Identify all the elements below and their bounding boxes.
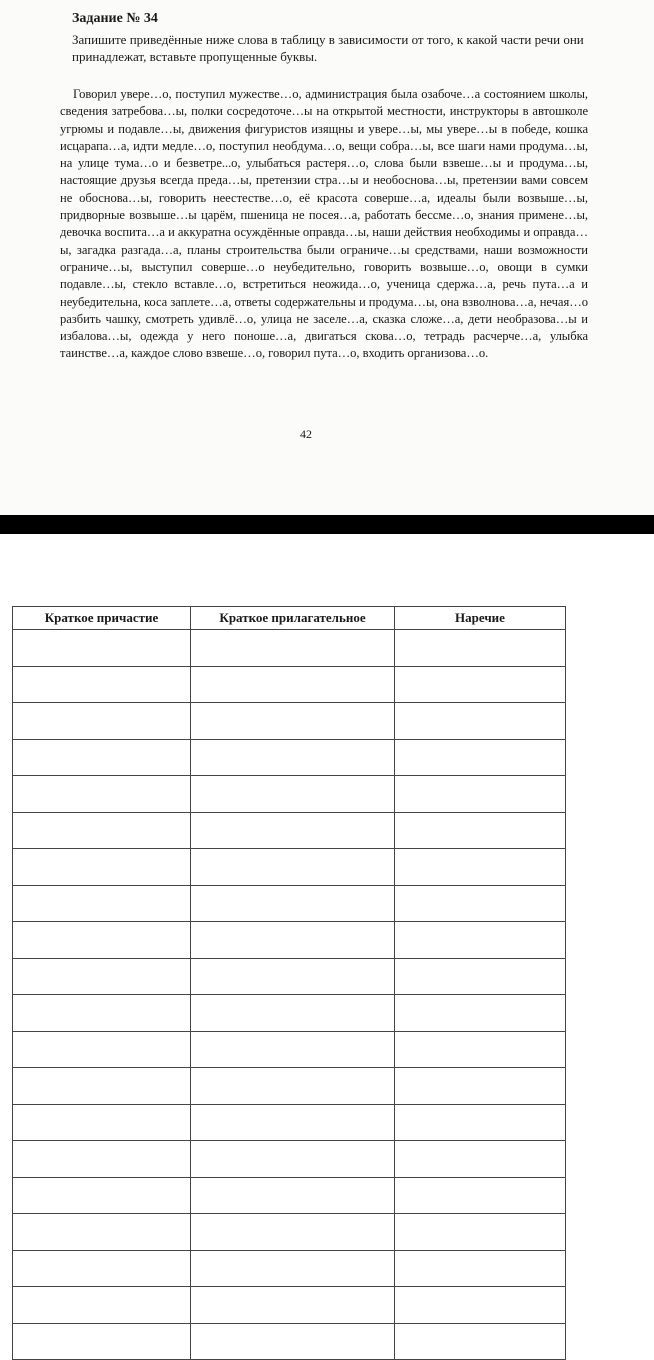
answer-cell[interactable]	[191, 849, 395, 886]
answer-cell[interactable]	[13, 958, 191, 995]
header-short-participle: Краткое причастие	[13, 607, 191, 630]
table-row	[13, 1177, 566, 1214]
answer-cell[interactable]	[191, 812, 395, 849]
answer-cell[interactable]	[13, 1141, 191, 1178]
answer-cell[interactable]	[13, 1104, 191, 1141]
answer-cell[interactable]	[395, 1287, 566, 1324]
table-row	[13, 1141, 566, 1178]
answer-cell[interactable]	[395, 1214, 566, 1251]
answer-cell[interactable]	[13, 885, 191, 922]
answer-cell[interactable]	[191, 1214, 395, 1251]
answer-table	[12, 606, 566, 1360]
table-row	[13, 958, 566, 995]
answer-cell[interactable]	[13, 922, 191, 959]
answer-cell[interactable]	[191, 1287, 395, 1324]
answer-cell[interactable]	[191, 885, 395, 922]
table-row	[13, 885, 566, 922]
answer-cell[interactable]	[191, 1068, 395, 1105]
answer-cell[interactable]	[395, 849, 566, 886]
answer-cell[interactable]	[191, 995, 395, 1032]
answer-cell[interactable]	[191, 666, 395, 703]
answer-cell[interactable]	[13, 776, 191, 813]
table-row	[13, 776, 566, 813]
table-row	[13, 739, 566, 776]
answer-cell[interactable]	[13, 1287, 191, 1324]
answer-cell[interactable]	[395, 630, 566, 667]
answer-cell[interactable]	[191, 1250, 395, 1287]
table-row	[13, 812, 566, 849]
answer-cell[interactable]	[191, 958, 395, 995]
answer-cell[interactable]	[395, 703, 566, 740]
task-passage: Говорил увере…о, поступил мужестве…о, администрация была озабоче…а состоянием школы, сведения затребова…ы, полки сосредоточе…ы на открытой местности, инструкторы в автошколе угрюмы и подавле…ы, движения фигуристов изящны и увере…ы, мы увере…ы в победе, кошка исцарапа…а, идти медле…о, поступил необдума…о, вещи собра…ы, все шаги нами продума…ы, на улице тума…о и безветре...о, улыбаться растеря…о, слова были взвеше…ы и продума…ы, настоящие друзья всегда преда…ы, претензии стра…ы и необоснова…ы, претензии вами совсем не обоснова…ы, говорить неестестве…о, её красота соверше…а, идеалы были возвыше…ы, придворные возвыше…ы царём, пшеница не посея…а, работать бессме…о, знания примене…ы, девочка воспита…а и аккуратна осуждённые оправда…ы, наши действия необходимы и оправда…ы, загадка разгада…а, планы строительства были ограниче…ы средствами, наши возможности ограниче…ы, выступил соверше…о неубедительно, говорить возвыше…о, овощи в сумки подавле…ы, стекло вставле…о, встретиться неожида…о, ученица сдержа…а, речь пута…а и неубедительна, коса заплете…а, ответы содержательны и продума…ы, она взволнова…а, нечая…о разбить чашку, смотреть удивлё…о, улица не заселе…а, сказка сложе…а, дети необразова…ы и избалова…ы, одежда у него поноше…а, двигаться скова…о, тетрадь расчерче…а, улыбка таинстве…а, каждое слово взвеше…о, говорил пута…о, входить организова…о.	[60, 87, 588, 361]
answer-cell[interactable]	[395, 1141, 566, 1178]
answer-cell[interactable]	[13, 630, 191, 667]
table-row	[13, 1031, 566, 1068]
answer-cell[interactable]	[191, 776, 395, 813]
answer-cell[interactable]	[191, 1141, 395, 1178]
answer-cell[interactable]	[13, 849, 191, 886]
answer-cell[interactable]	[13, 1323, 191, 1360]
table-row	[13, 849, 566, 886]
table-row	[13, 1250, 566, 1287]
table-row	[13, 1068, 566, 1105]
answer-cell[interactable]	[191, 1031, 395, 1068]
table-row	[13, 1214, 566, 1251]
answer-cell[interactable]	[395, 1031, 566, 1068]
table-row	[13, 922, 566, 959]
answer-cell[interactable]	[13, 1068, 191, 1105]
header-short-adjective: Краткое прилагательное	[191, 607, 395, 630]
answer-cell[interactable]	[13, 703, 191, 740]
textbook-page	[0, 0, 654, 515]
task-instruction: Запишите приведённые ниже слова в таблицу в зависимости от того, к какой части речи они принадлежат, вставьте пропущенные буквы.	[72, 32, 584, 64]
answer-cell[interactable]	[13, 812, 191, 849]
task-title: Задание № 34	[72, 11, 158, 26]
answer-cell[interactable]	[395, 1250, 566, 1287]
answer-cell[interactable]	[13, 1177, 191, 1214]
answer-cell[interactable]	[13, 739, 191, 776]
answer-cell[interactable]	[13, 1031, 191, 1068]
answer-cell[interactable]	[395, 1068, 566, 1105]
answer-cell[interactable]	[395, 739, 566, 776]
answer-cell[interactable]	[13, 1214, 191, 1251]
answer-cell[interactable]	[395, 958, 566, 995]
answer-cell[interactable]	[395, 1104, 566, 1141]
answer-cell[interactable]	[13, 666, 191, 703]
table-row	[13, 666, 566, 703]
answer-cell[interactable]	[191, 1104, 395, 1141]
table-row	[13, 1323, 566, 1360]
image-divider	[0, 515, 654, 534]
answer-cell[interactable]	[395, 1177, 566, 1214]
page-number: 42	[300, 427, 312, 441]
table-header-row	[13, 607, 566, 630]
answer-cell[interactable]	[191, 1177, 395, 1214]
table-row	[13, 995, 566, 1032]
answer-cell[interactable]	[13, 995, 191, 1032]
answer-cell[interactable]	[395, 995, 566, 1032]
answer-cell[interactable]	[191, 1323, 395, 1360]
table-row	[13, 1104, 566, 1141]
answer-cell[interactable]	[395, 922, 566, 959]
answer-cell[interactable]	[395, 666, 566, 703]
answer-cell[interactable]	[395, 812, 566, 849]
table-row	[13, 630, 566, 667]
answer-cell[interactable]	[191, 703, 395, 740]
answer-cell[interactable]	[13, 1250, 191, 1287]
table-row	[13, 1287, 566, 1324]
answer-cell[interactable]	[191, 739, 395, 776]
answer-cell[interactable]	[191, 922, 395, 959]
answer-cell[interactable]	[395, 1323, 566, 1360]
answer-cell[interactable]	[395, 885, 566, 922]
table-row	[13, 703, 566, 740]
answer-cell[interactable]	[395, 776, 566, 813]
answer-cell[interactable]	[191, 630, 395, 667]
header-adverb: Наречие	[395, 607, 566, 630]
